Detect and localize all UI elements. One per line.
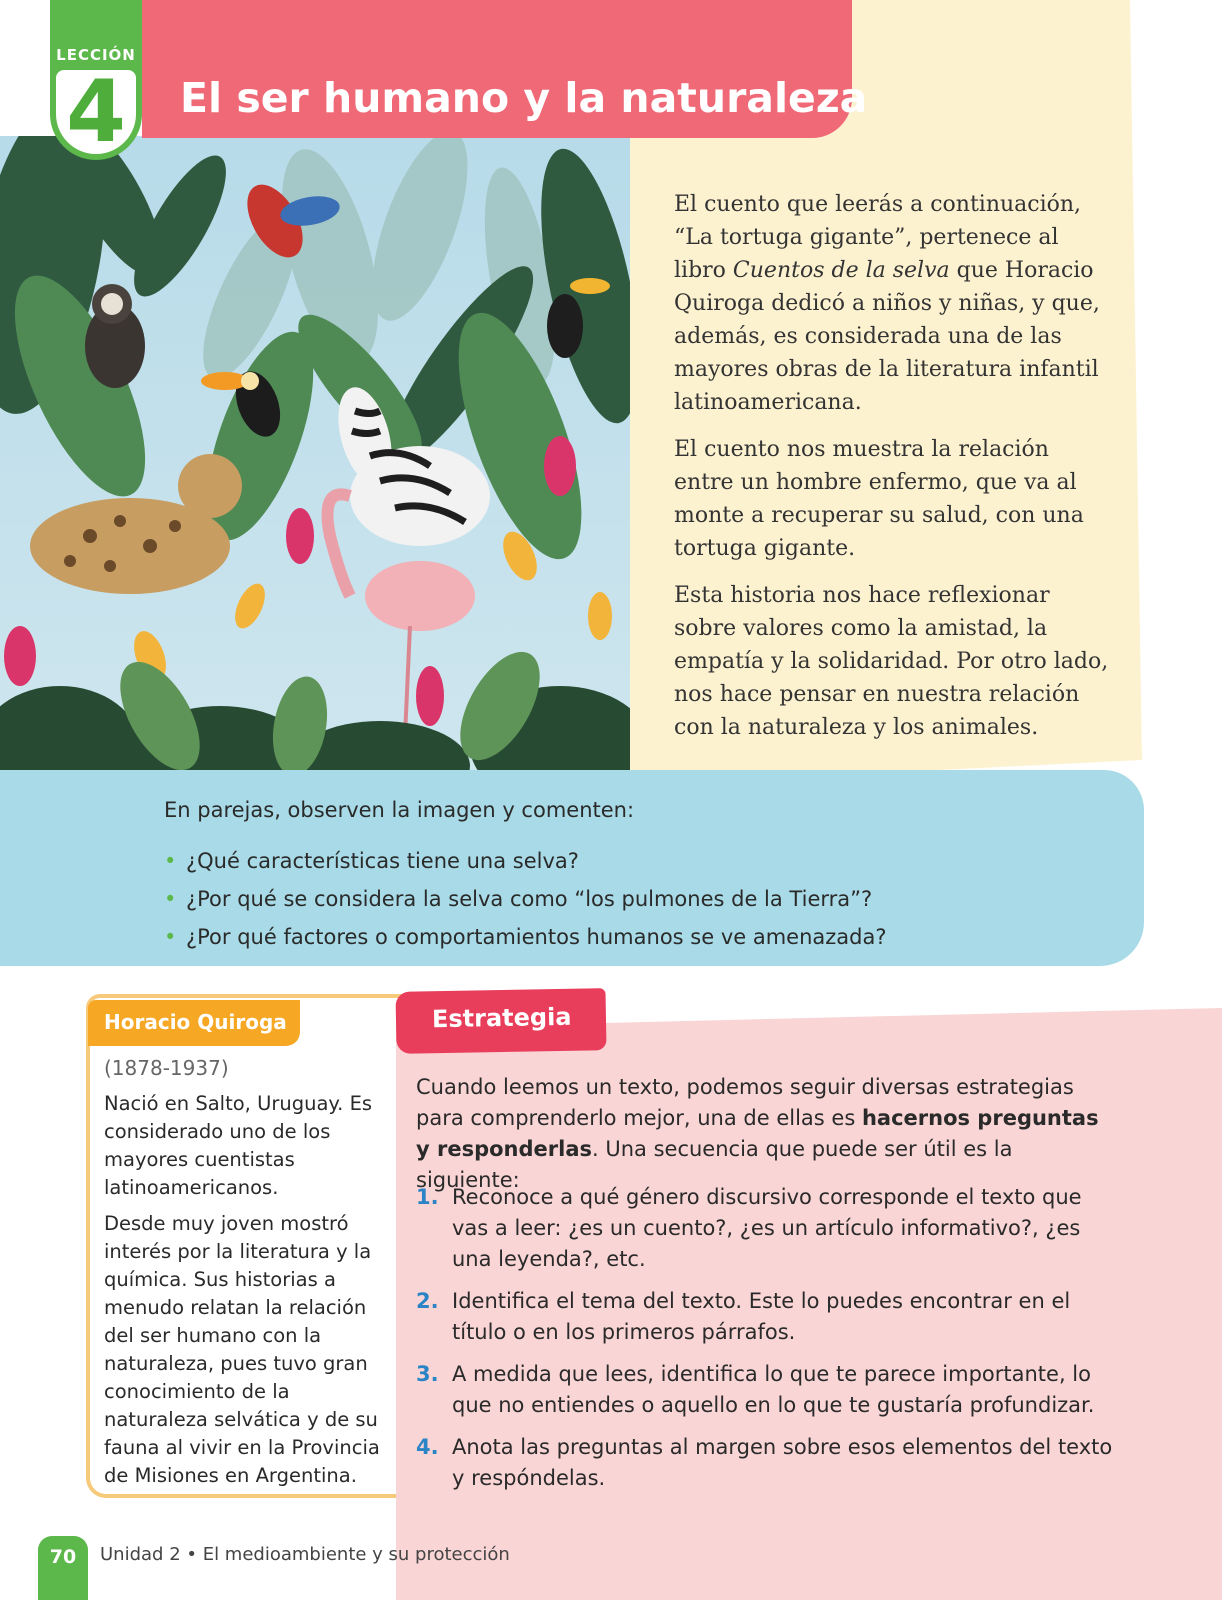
intro-text [674,188,1114,758]
intro-paragraph-3: Esta historia nos hace reflexionar sobre valores como la amistad, la empatía y la solidaridad. Por otro lado, nos hace pensar en nuestra relación con la naturaleza y los animales. [674,583,1109,740]
unit-footer: Unidad 2 • El medioambiente y su protección [100,1544,510,1565]
step-number: 2. [416,1289,439,1313]
step-text: Identifica el tema del texto. Este lo puedes encontrar en el título o en los primeros párrafos. [452,1289,1071,1344]
strategy-step [416,1182,1116,1275]
question-list [164,842,887,956]
jungle-scene [0,136,630,786]
intro-p1-end: que Horacio Quiroga dedicó a niños y niñas, y que, además, es considerada una de las mayores obras de la literatura infantil latinoamericana. [674,258,1100,415]
strategy-label: Estrategia [431,1002,572,1034]
strategy-step [416,1432,1116,1494]
step-number: 3. [416,1362,439,1386]
strategy-step [416,1286,1116,1348]
strategy-intro [416,1072,1116,1196]
lesson-number-box [56,62,136,162]
author-name-tab [88,1000,300,1046]
strategy-intro-end: . Una secuencia que puede ser útil es la siguiente: [416,1137,1013,1192]
jungle-illustration [0,136,630,786]
book-title: Cuentos de la selva [732,258,950,283]
page-number: 70 [49,1546,77,1568]
strategy-steps [416,1182,1116,1505]
step-text: Reconoce a qué género discursivo corresponde el texto que vas a leer: ¿es un cuento?, ¿es un artículo informativo?, ¿es una leyenda?, etc. [452,1185,1082,1271]
strategy-step [416,1359,1116,1421]
lesson-number: 4 [66,62,126,162]
bio-paragraph-2: Desde muy joven mostró interés por la literatura y la química. Sus historias a menudo relatan la relación del ser humano con la naturaleza, pues tuvo gran conocimiento de la naturaleza selvática y de su fauna al vivir en la Provincia de Misiones en Argentina. [104,1212,380,1487]
page-number-tab [38,1536,88,1600]
author-name: Horacio Quiroga [104,1010,287,1034]
strategy-tab [395,988,606,1054]
lesson-badge [50,0,142,160]
lesson-label: LECCIÓN [56,46,136,64]
author-bio-text [104,1090,394,1498]
activity-prompt: En parejas, observen la imagen y comenten: [164,798,635,822]
question-item: • ¿Por qué se considera la selva como “los pulmones de la Tierra”? [164,880,887,918]
step-text: Anota las preguntas al margen sobre esos elementos del texto y respóndelas. [452,1435,1113,1490]
intro-p1-start: El cuento que leerás a continuación, “La tortuga gigante”, pertenece al libro [674,192,1082,283]
bio-paragraph-1: Nació en Salto, Uruguay. Es considerado uno de los mayores cuentistas latinoamericanos. [104,1092,373,1199]
step-number: 1. [416,1185,439,1209]
intro-paragraph-1 [674,188,1114,419]
author-years: (1878-1937) [104,1056,229,1080]
question-item: • ¿Por qué factores o comportamientos humanos se ve amenazada? [164,918,887,956]
page-title: El ser humano y la naturaleza [180,74,868,122]
strategy-intro-start: Cuando leemos un texto, podemos seguir diversas estrategias para comprenderlo mejor, una de ellas es [416,1075,1074,1130]
strategy-intro-bold: hacernos preguntas y responderlas [416,1106,1099,1161]
intro-paragraph-2: El cuento nos muestra la relación entre un hombre enfermo, que va al monte a recuperar su salud, con una tortuga gigante. [674,437,1084,561]
step-number: 4. [416,1435,439,1459]
question-item: • ¿Qué características tiene una selva? [164,842,887,880]
step-text: A medida que lees, identifica lo que te parece importante, lo que no entiendes o aquello en lo que te gustaría profundizar. [452,1362,1095,1417]
